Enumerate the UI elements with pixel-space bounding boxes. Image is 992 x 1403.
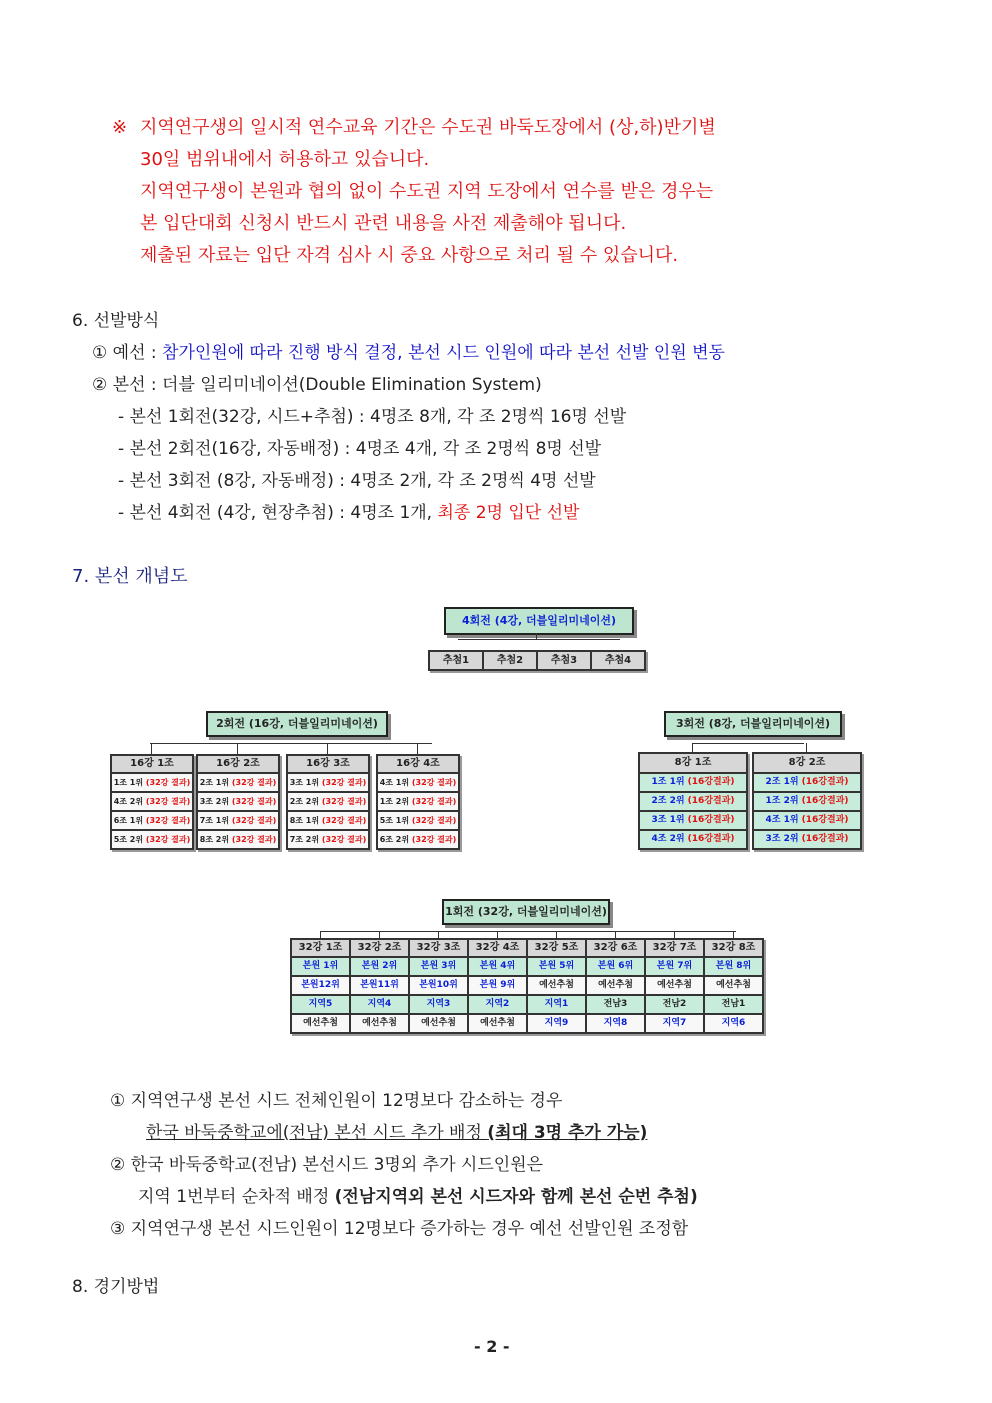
- round2-cell-note: (32강 결과): [231, 816, 277, 825]
- round2-cell-note: (32강 결과): [145, 816, 191, 825]
- note-2-line-1: ② 한국 바둑중학교(전남) 본선시드 3명외 추가 시드인원은: [110, 1155, 544, 1175]
- round1-cell: 예선추첨: [527, 976, 586, 995]
- round3-group-header: 8강 1조: [639, 753, 747, 773]
- round2-cell: [111, 830, 193, 849]
- round3-cell-note: (16강결과): [801, 796, 849, 806]
- round2-cell-note: (32강 결과): [411, 797, 457, 806]
- round2-cell-rank: 5조 2위: [113, 835, 146, 844]
- page-number: - 2 -: [474, 1337, 510, 1356]
- round2-title: 2회전 (16강, 더블일리미네이션): [206, 711, 388, 737]
- round2-group: [286, 754, 370, 850]
- note-2-line-2: [138, 1186, 698, 1208]
- round1-cell: 예선추첨: [704, 976, 763, 995]
- round4-final: 최종 2명 입단 선발: [437, 503, 580, 523]
- round2-group-header: 16강 1조: [111, 755, 193, 773]
- round1-cell: 본원 2위: [350, 957, 409, 976]
- round2-cell: [287, 830, 369, 849]
- round3-cell-note: (16강결과): [687, 834, 735, 844]
- round2-group: [110, 754, 194, 850]
- round2-group-header: 16강 2조: [197, 755, 279, 773]
- round2-cell-note: (32강 결과): [321, 778, 367, 787]
- round1-cell: 예선추첨: [291, 1014, 350, 1033]
- round1-stem: [556, 931, 557, 938]
- round1-table: [290, 938, 764, 1034]
- round4-prefix: - 본선 4회전 (4강, 현장추첨) : 4명조 1개,: [118, 503, 438, 523]
- round1-stem: [674, 931, 675, 938]
- note-2-line-2b: (전남지역외 본선 시드자와 함께 본선 순번 추첨): [334, 1187, 698, 1207]
- round2-cell: [287, 773, 369, 792]
- round4-slot-1: 추첨1: [429, 651, 483, 670]
- round1-cell: 예선추첨: [409, 1014, 468, 1033]
- round2-cell-rank: 4조 2위: [113, 797, 146, 806]
- round1-cell: 예선추첨: [350, 1014, 409, 1033]
- round3-cell-note: (16강결과): [687, 777, 735, 787]
- round1-cell: 예선추첨: [468, 1014, 527, 1033]
- round1-group-header: 32강 5조: [527, 939, 586, 957]
- round1-cell: 예선추첨: [586, 976, 645, 995]
- round2-cell-note: (32강 결과): [411, 816, 457, 825]
- round1-cell: 본원 3위: [409, 957, 468, 976]
- round1-cell: 본원 4위: [468, 957, 527, 976]
- notice-mark: ※: [112, 117, 128, 138]
- round1-cell: 전남3: [586, 995, 645, 1014]
- round3-cell: [753, 811, 861, 830]
- round2-cell: [287, 811, 369, 830]
- round4-slot-2: 추첨2: [483, 651, 537, 670]
- round1-group-header: 32강 4조: [468, 939, 527, 957]
- round2-stem: [237, 743, 238, 754]
- round2-cell: [111, 792, 193, 811]
- round2-stem: [151, 743, 152, 754]
- round4-slot-4: 추첨4: [591, 651, 645, 670]
- round3-group: [752, 752, 862, 850]
- round1-cell: 본원 6위: [586, 957, 645, 976]
- round2-stem: [327, 743, 328, 754]
- round1-title: 1회전 (32강, 더블일리미네이션): [442, 899, 610, 925]
- round3-stem: [806, 743, 807, 752]
- round2-cell-note: (32강 결과): [145, 778, 191, 787]
- round2-cell: [197, 830, 279, 849]
- round1-cell: 지역1: [527, 995, 586, 1014]
- round3-cell-note: (16강결과): [801, 777, 849, 787]
- round2-cell-note: (32강 결과): [145, 835, 191, 844]
- round1-group-header: 32강 6조: [586, 939, 645, 957]
- round3-title: 3회전 (8강, 더블일리미네이션): [664, 711, 842, 737]
- round2-cell: [377, 773, 459, 792]
- round1-stem: [497, 931, 498, 938]
- round1-group-header: 32강 7조: [645, 939, 704, 957]
- round1-cell: 본원 7위: [645, 957, 704, 976]
- round1-cell: 본원 8위: [704, 957, 763, 976]
- round1-group-header: 32강 3조: [409, 939, 468, 957]
- round2-connector: [150, 743, 432, 744]
- round2-cell: [197, 773, 279, 792]
- round3-cell-rank: 3조 1위: [651, 815, 688, 825]
- note-1-line-2: [146, 1122, 647, 1144]
- round2-cell: [197, 811, 279, 830]
- round3-group-header: 8강 2조: [753, 753, 861, 773]
- round1-cell: 지역9: [527, 1014, 586, 1033]
- note-2-line-2a: 지역 1번부터 순차적 배정: [138, 1187, 335, 1207]
- round2-cell: [377, 830, 459, 849]
- round-line-1: - 본선 1회전(32강, 시드+추첨) : 4명조 8개, 각 조 2명씩 16명 선발: [118, 407, 627, 427]
- round3-cell-rank: 1조 2위: [765, 796, 802, 806]
- round3-cell: [753, 792, 861, 811]
- round2-cell-rank: 6조 1위: [113, 816, 146, 825]
- round3-group: [638, 752, 748, 850]
- note-1-line-2a: 한국 바둑중학교에(전남) 본선 시드 추가 배정: [146, 1123, 488, 1143]
- section6-title: 6. 선발방식: [72, 311, 160, 331]
- section7-title: 7. 본선 개념도: [72, 566, 188, 587]
- note-1-line-2b: (최대 3명 추가 가능): [487, 1123, 648, 1143]
- round2-group: [376, 754, 460, 850]
- round3-cell-rank: 4조 2위: [651, 834, 688, 844]
- round1-cell: 지역5: [291, 995, 350, 1014]
- round2-group-header: 16강 3조: [287, 755, 369, 773]
- round2-cell-note: (32강 결과): [145, 797, 191, 806]
- round2-cell-rank: 7조 2위: [289, 835, 322, 844]
- round2-cell: [111, 811, 193, 830]
- round2-cell-rank: 1조 1위: [113, 778, 146, 787]
- round4-connector: [458, 639, 620, 640]
- round1-cell: 지역7: [645, 1014, 704, 1033]
- main-line: ② 본선 : 더블 일리미네이션(Double Elimination System): [92, 375, 542, 395]
- round3-cell-rank: 2조 2위: [651, 796, 688, 806]
- round1-stem: [379, 931, 380, 938]
- round1-group-header: 32강 8조: [704, 939, 763, 957]
- round2-cell-note: (32강 결과): [231, 797, 277, 806]
- round-line-2: - 본선 2회전(16강, 자동배정) : 4명조 4개, 각 조 2명씩 8명 선발: [118, 439, 602, 459]
- round1-stem: [615, 931, 616, 938]
- prelim-prefix: ① 예선 :: [92, 343, 163, 363]
- notice-line-3: 지역연구생이 본원과 협의 없이 수도권 지역 도장에서 연수를 받은 경우는: [140, 181, 714, 202]
- round4-slots: [428, 650, 646, 671]
- round3-cell: [753, 830, 861, 849]
- round3-stem: [692, 743, 693, 752]
- round-line-3: - 본선 3회전 (8강, 자동배정) : 4명조 2개, 각 조 2명씩 4명 선발: [118, 471, 596, 491]
- round1-group-header: 32강 1조: [291, 939, 350, 957]
- round3-cell-rank: 2조 1위: [765, 777, 802, 787]
- round1-cell: 본원 9위: [468, 976, 527, 995]
- round2-cell: [111, 773, 193, 792]
- round1-group-header: 32강 2조: [350, 939, 409, 957]
- round3-cell-note: (16강결과): [801, 834, 849, 844]
- prelim-line: [92, 342, 725, 364]
- round2-group: [196, 754, 280, 850]
- round2-cell-note: (32강 결과): [321, 835, 367, 844]
- round1-stem: [733, 931, 734, 938]
- round2-cell: [197, 792, 279, 811]
- note-1-line-1: ① 지역연구생 본선 시드 전체인원이 12명보다 감소하는 경우: [110, 1091, 563, 1111]
- round3-cell-note: (16강결과): [687, 815, 735, 825]
- round1-cell: 본원10위: [409, 976, 468, 995]
- round2-cell-note: (32강 결과): [411, 778, 457, 787]
- round-line-4: [118, 502, 579, 524]
- round4-title: 4회전 (4강, 더블일리미네이션): [444, 607, 634, 635]
- round3-cell: [753, 773, 861, 792]
- round1-cell: 지역2: [468, 995, 527, 1014]
- note-3-line-1: ③ 지역연구생 본선 시드인원이 12명보다 증가하는 경우 예선 선발인원 조정함: [110, 1219, 689, 1239]
- round2-cell-rank: 4조 1위: [379, 778, 412, 787]
- notice-line-2: 30일 범위내에서 허용하고 있습니다.: [140, 149, 430, 170]
- round4-connector-stem: [536, 633, 537, 639]
- notice-line-1: 지역연구생의 일시적 연수교육 기간은 수도권 바둑도장에서 (상,하)반기별: [140, 117, 716, 138]
- round2-cell-rank: 8조 2위: [199, 835, 232, 844]
- round1-stem: [438, 931, 439, 938]
- round2-cell-note: (32강 결과): [321, 797, 367, 806]
- round2-cell-rank: 7조 1위: [199, 816, 232, 825]
- round3-cell: [639, 811, 747, 830]
- round1-cell: 전남1: [704, 995, 763, 1014]
- round2-cell-rank: 5조 1위: [379, 816, 412, 825]
- round1-cell: 지역3: [409, 995, 468, 1014]
- round3-cell: [639, 830, 747, 849]
- round3-cell: [639, 773, 747, 792]
- round1-cell: 본원11위: [350, 976, 409, 995]
- round2-cell: [377, 792, 459, 811]
- round2-cell-rank: 8조 1위: [289, 816, 322, 825]
- round1-cell: 지역6: [704, 1014, 763, 1033]
- round2-cell-rank: 3조 1위: [289, 778, 322, 787]
- notice-line-4: 본 입단대회 신청시 반드시 관련 내용을 사전 제출해야 됩니다.: [140, 213, 627, 234]
- round2-cell: [377, 811, 459, 830]
- round3-cell-rank: 3조 2위: [765, 834, 802, 844]
- round2-cell-rank: 1조 2위: [379, 797, 412, 806]
- round1-cell: 지역4: [350, 995, 409, 1014]
- round2-cell-note: (32강 결과): [321, 816, 367, 825]
- round1-cell: 본원 1위: [291, 957, 350, 976]
- round2-cell-rank: 2조 2위: [289, 797, 322, 806]
- round1-cell: 지역8: [586, 1014, 645, 1033]
- round3-cell-note: (16강결과): [687, 796, 735, 806]
- round1-cell: 본원 5위: [527, 957, 586, 976]
- round2-cell: [287, 792, 369, 811]
- round2-group-header: 16강 4조: [377, 755, 459, 773]
- round3-cell-rank: 1조 1위: [651, 777, 688, 787]
- round3-connector: [692, 743, 804, 744]
- round3-cell: [639, 792, 747, 811]
- round1-cell: 예선추첨: [645, 976, 704, 995]
- round2-cell-note: (32강 결과): [411, 835, 457, 844]
- round3-cell-rank: 4조 1위: [765, 815, 802, 825]
- notice-line-5: 제출된 자료는 입단 자격 심사 시 중요 사항으로 처리 될 수 있습니다.: [140, 245, 679, 266]
- round1-cell: 본원12위: [291, 976, 350, 995]
- round2-cell-rank: 2조 1위: [199, 778, 232, 787]
- round2-cell-rank: 6조 2위: [379, 835, 412, 844]
- prelim-text: 참가인원에 따라 진행 방식 결정, 본선 시드 인원에 따라 본선 선발 인원 변동: [162, 343, 725, 363]
- round2-stem: [417, 743, 418, 754]
- round2-cell-rank: 3조 2위: [199, 797, 232, 806]
- section8-title: 8. 경기방법: [72, 1277, 160, 1297]
- round1-stem: [320, 931, 321, 938]
- round4-slot-3: 추첨3: [537, 651, 591, 670]
- round1-cell: 전남2: [645, 995, 704, 1014]
- round2-cell-note: (32강 결과): [231, 778, 277, 787]
- round3-cell-note: (16강결과): [801, 815, 849, 825]
- round2-cell-note: (32강 결과): [231, 835, 277, 844]
